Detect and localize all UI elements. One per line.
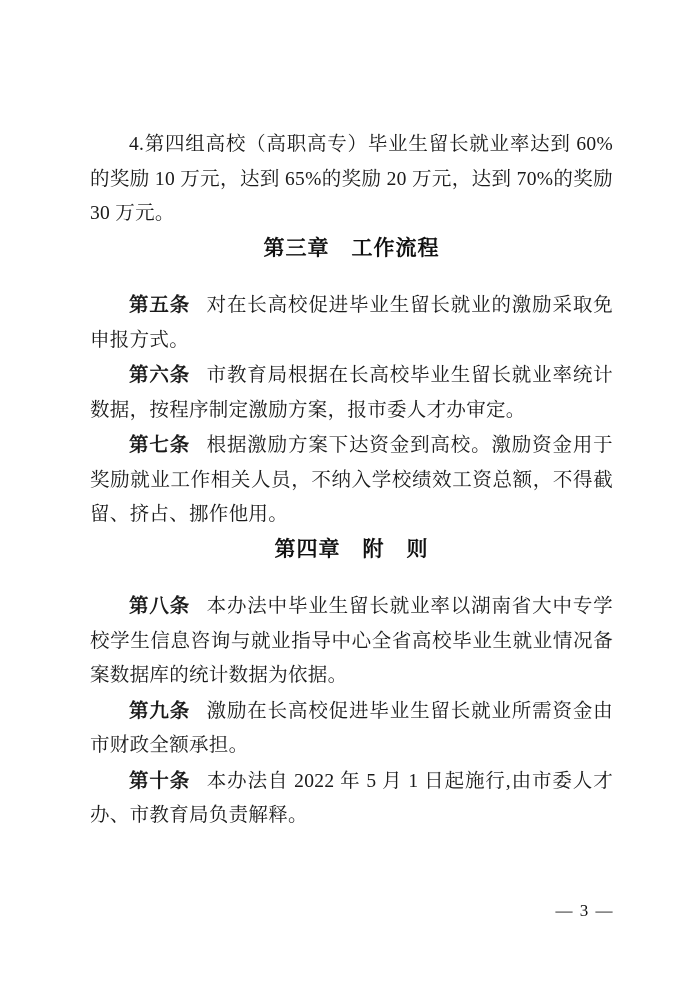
article-8-text: 本办法中毕业生留长就业率以湖南省大中专学校学生信息咨询与就业指导中心全省高校毕业生就业情况备案数据库的统计数据为依据。 — [90, 596, 613, 686]
article-5-text: 对在长高校促进毕业生留长就业的激励采取免申报方式。 — [90, 295, 613, 351]
article-5 — [90, 288, 613, 358]
article-10-text: 本办法自 2022 年 5 月 1 日起施行,由市委人才办、市教育局负责解释。 — [90, 770, 613, 826]
article-9 — [90, 694, 613, 764]
article-8 — [90, 589, 613, 694]
article-9-label: 第九条 — [129, 699, 191, 722]
article-6-text: 市教育局根据在长高校毕业生留长就业率统计数据，按程序制定激励方案，报市委人才办审定。 — [90, 365, 613, 421]
article-7-label: 第七条 — [129, 434, 191, 456]
article-10 — [90, 764, 613, 834]
article-6 — [90, 358, 613, 428]
article-7-text: 根据激励方案下达资金到高校。激励资金用于奖励就业工作相关人员，不纳入学校绩效工资总额，不得截留、挤占、挪作他用。 — [90, 435, 613, 525]
paragraph-reward-tier-4: 4.第四组高校（高职高专）毕业生留长就业率达到 60%的奖励 10 万元，达到 65%的奖励 20 万元，达到 70%的奖励 30 万元。 — [90, 134, 613, 224]
page-number: — 3 — — [555, 901, 614, 920]
article-7 — [90, 428, 613, 533]
article-5-label: 第五条 — [129, 294, 191, 316]
article-10-label: 第十条 — [129, 769, 191, 792]
document-body — [90, 128, 613, 834]
chapter-4-articles — [90, 589, 613, 834]
article-8-label: 第八条 — [129, 595, 191, 617]
chapter-3-articles — [90, 288, 613, 533]
chapter-3-heading: 第三章 工作流程 — [263, 236, 440, 260]
article-9-text: 激励在长高校促进毕业生留长就业所需资金由市财政全额承担。 — [90, 700, 613, 756]
article-6-label: 第六条 — [129, 364, 191, 386]
chapter-4-heading: 第四章 附 则 — [274, 537, 429, 561]
